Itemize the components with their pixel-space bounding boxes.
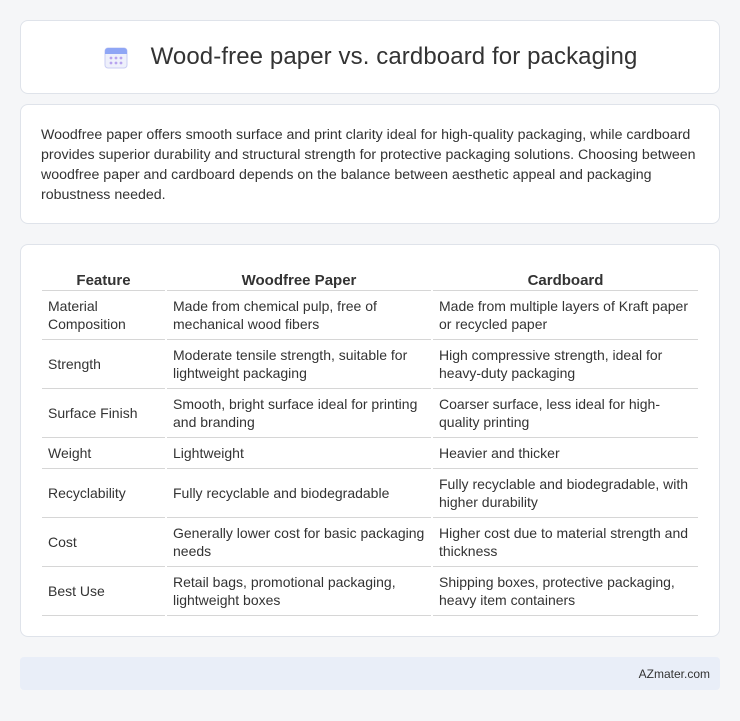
feature-cell: Best Use	[42, 567, 165, 616]
table-row	[42, 291, 698, 340]
cardboard-cell: High compressive strength, ideal for heavy-duty packaging	[433, 340, 698, 389]
intro-text: Woodfree paper offers smooth surface and print clarity ideal for high-quality packaging, while cardboard provides superior durability and structural strength for protective packaging solutions. Choosing between woodfree paper and cardboard depends on the balance between aesthetic appeal and packaging robustness needed.	[41, 127, 696, 203]
woodfree-cell: Retail bags, promotional packaging, lightweight boxes	[167, 567, 431, 616]
comparison-table	[40, 265, 700, 616]
table-row	[42, 340, 698, 389]
feature-cell: Surface Finish	[42, 389, 165, 438]
woodfree-cell: Made from chemical pulp, free of mechanical wood fibers	[167, 291, 431, 340]
table-row	[42, 389, 698, 438]
table-row	[42, 567, 698, 616]
cardboard-cell: Heavier and thicker	[433, 438, 698, 469]
cardboard-cell: Coarser surface, less ideal for high-quality printing	[433, 389, 698, 438]
woodfree-cell: Fully recyclable and biodegradable	[167, 469, 431, 518]
cardboard-cell: Made from multiple layers of Kraft paper or recycled paper	[433, 291, 698, 340]
woodfree-cell: Moderate tensile strength, suitable for lightweight packaging	[167, 340, 431, 389]
woodfree-cell: Smooth, bright surface ideal for printing and branding	[167, 389, 431, 438]
comparison-card	[20, 244, 720, 637]
header-cardboard: Cardboard	[433, 265, 698, 291]
header-woodfree-paper: Woodfree Paper	[167, 265, 431, 291]
table-row	[42, 469, 698, 518]
calendar-icon	[103, 44, 129, 70]
feature-cell: Material Composition	[42, 291, 165, 340]
woodfree-cell: Lightweight	[167, 438, 431, 469]
table-row	[42, 518, 698, 567]
feature-cell: Strength	[42, 340, 165, 389]
woodfree-cell: Generally lower cost for basic packaging needs	[167, 518, 431, 567]
feature-cell: Weight	[42, 438, 165, 469]
footer-site-label[interactable]: AZmater.com	[638, 666, 710, 681]
feature-cell: Cost	[42, 518, 165, 567]
header-feature: Feature	[42, 265, 165, 291]
table-header-row	[42, 265, 698, 291]
cardboard-cell: Fully recyclable and biodegradable, with higher durability	[433, 469, 698, 518]
cardboard-cell: Shipping boxes, protective packaging, heavy item containers	[433, 567, 698, 616]
intro-card	[20, 104, 720, 224]
title-card	[20, 20, 720, 94]
feature-cell: Recyclability	[42, 469, 165, 518]
footer	[20, 657, 720, 690]
cardboard-cell: Higher cost due to material strength and thickness	[433, 518, 698, 567]
table-row	[42, 438, 698, 469]
page-title: Wood-free paper vs. cardboard for packaging	[150, 43, 638, 70]
